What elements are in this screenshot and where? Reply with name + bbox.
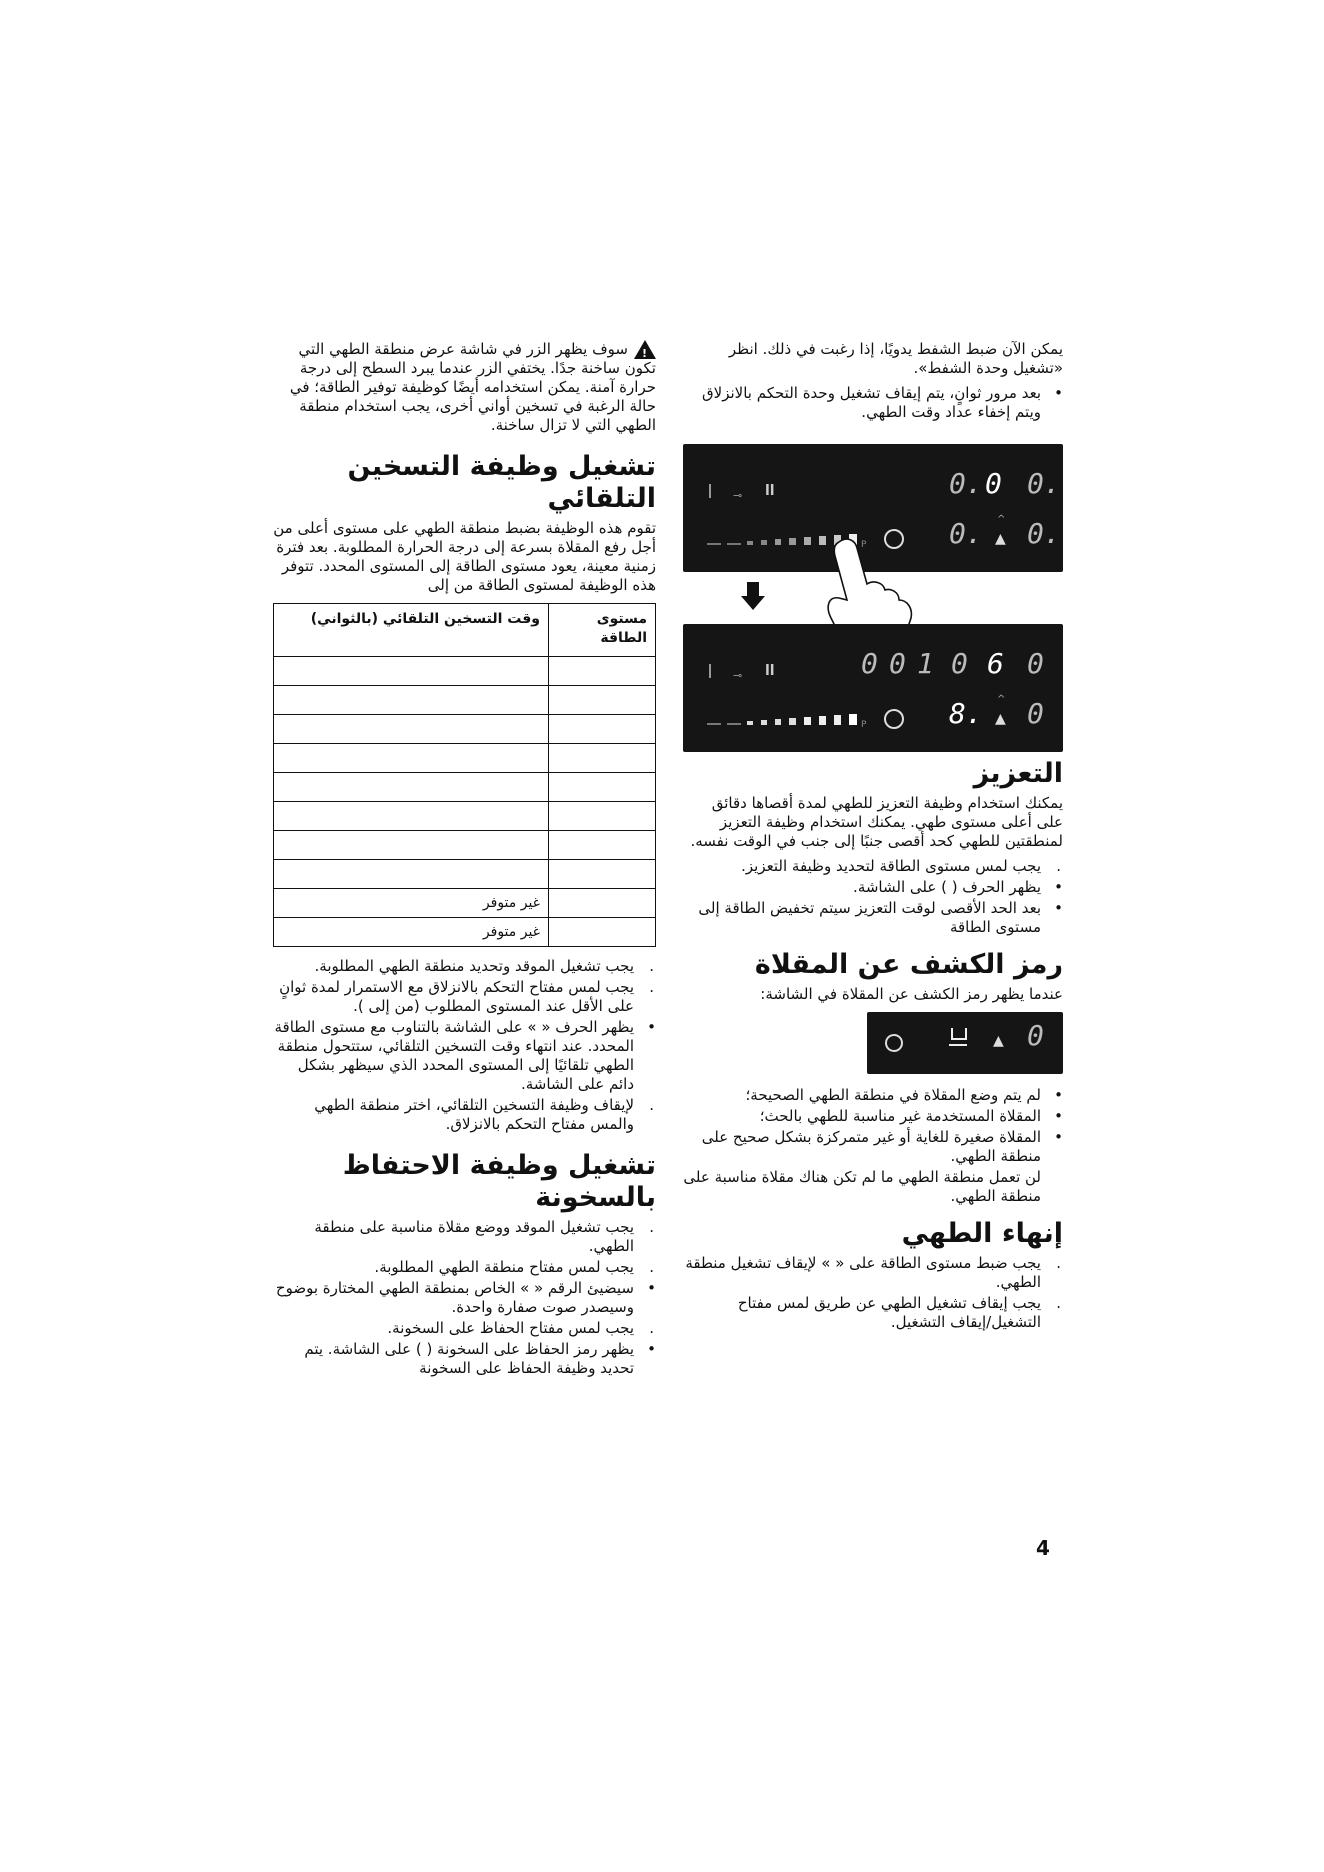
keep-warm-bullet-a (272, 1279, 656, 1317)
table-row: غير متوفر (274, 918, 656, 947)
on-off-button-icon[interactable] (884, 709, 904, 729)
table-header: مستوى الطاقة (549, 604, 656, 657)
table-row (274, 802, 656, 831)
list-item: . يجب لمس مفتاح التحكم بالانزلاق مع الاستمرار لمدة ثوانٍ على الأقل عند المستوى المطلوب (من إلى ). (272, 978, 634, 1016)
table-header-row (274, 604, 656, 657)
auto-heat-body: تقوم هذه الوظيفة بضبط منطقة الطهي على مستوى أعلى من أجل رفع المقلاة بسرعة إلى درجة الحرارة المطلوبة. بعد فترة زمنية معينة، يعود مستوى الطاقة إلى المستوى المحدد. تتوفر هذه الوظيفة لمستوى الطاقة من إلى (273, 519, 656, 594)
table-row (274, 715, 656, 744)
list-item: . يجب لمس مستوى الطاقة لتحديد وظيفة التعزيز. (683, 857, 1041, 876)
end-steps (683, 1254, 1063, 1332)
pan-body: عندما يظهر رمز الكشف عن المقلاة في الشاشة: (760, 985, 1063, 1003)
heat-indicator-icon: ▲ (995, 531, 1006, 547)
power-icon (709, 664, 711, 678)
page-number: 4 (1036, 1536, 1050, 1560)
list-item: . لإيقاف وظيفة التسخين التلقائي، اختر منطقة الطهي والمس مفتاح التحكم بالانزلاق. (272, 1096, 634, 1134)
list-item: • المقلاة المستخدمة غير مناسبة للطهي بالحث؛ (683, 1107, 1041, 1126)
auto-heat-table (273, 603, 656, 947)
display-digit: 0. (949, 467, 983, 500)
list-item: . يجب ضبط مستوى الطاقة على « » لإيقاف تشغيل منطقة الطهي. (683, 1254, 1041, 1292)
right-intro-bullets (683, 384, 1063, 422)
list-item: • يظهر الحرف « » على الشاشة بالتناوب مع مستوى الطاقة المحدد. عند انتهاء وقت التسخين التلقائي، ستتحول منطقة الطهي تلقائيًا إلى المستوى المحدد الذي سيظهر بشكل دائم على الشاشة. (272, 1018, 634, 1094)
section-title-boost: التعزيز (973, 758, 1063, 789)
heat-indicator-icon: ▲ (995, 711, 1006, 727)
keep-warm-bullet-b (272, 1340, 656, 1378)
right-column (683, 340, 1063, 1334)
display-digit: 0 (1027, 1019, 1044, 1052)
display-digit: 0 (1027, 647, 1044, 680)
pause-icon: ll (765, 663, 775, 679)
warning-icon (634, 340, 656, 359)
display-digit: 0. (1027, 467, 1061, 500)
left-column (272, 340, 656, 1380)
slider-control[interactable]: P (707, 714, 867, 726)
boost-body: يمكنك استخدام وظيفة التعزيز للطهي لمدة أقصاها دقائق على أعلى مستوى طهي. يمكنك استخدام وظيفة التعزيز لمنطقتين للطهي كحد أقصى جنبًا إلى جنب في الوقت نفسه. (690, 794, 1063, 850)
table-row (274, 860, 656, 889)
table-row (274, 657, 656, 686)
lock-icon: ⊸ (733, 489, 743, 502)
control-panel-display-1 (683, 444, 1063, 572)
on-off-button-icon (885, 1034, 903, 1052)
list-item: • لم يتم وضع المقلاة في منطقة الطهي الصحيحة؛ (683, 1086, 1041, 1105)
table-header: وقت التسخين التلقائي (بالثواني) (274, 604, 549, 657)
display-digit: 0. (1027, 517, 1061, 550)
table-row (274, 744, 656, 773)
hot-warning: !سوف يظهر الزر في شاشة عرض منطقة الطهي التي تكون ساخنة جدًا. يختفي الزر عندما يبرد السطح إلى درجة حرارة آمنة. يمكن استخدامه أيضًا كوظيفة توفير الطاقة؛ في حالة الرغبة في تسخين أواني أخرى، يجب استخدام منطقة الطهي التي لا تزال ساخنة. (272, 340, 656, 435)
down-arrow-icon (683, 572, 1063, 616)
boost-steps (683, 857, 1063, 876)
timer-digit: 0 (889, 647, 906, 680)
lock-icon: ⊸ (733, 669, 743, 682)
table-row: غير متوفر (274, 889, 656, 918)
list-item: . يجب لمس مفتاح الحفاظ على السخونة. (272, 1319, 634, 1338)
boost-bullets (683, 878, 1063, 937)
section-title-auto-heat: تشغيل وظيفة التسخين التلقائي (347, 451, 656, 514)
section-title-keep-warm: تشغيل وظيفة الاحتفاظ بالسخونة (342, 1150, 656, 1213)
list-item: • يظهر الحرف ( ) على الشاشة. (683, 878, 1041, 897)
list-item: • سيضيئ الرقم « » الخاص بمنطقة الطهي المختارة بوضوح وسيصدر صوت صفارة واحدة. (272, 1279, 634, 1317)
pan-bullets (683, 1086, 1063, 1166)
pan-note: لن تعمل منطقة الطهي ما لم تكن هناك مقلاة مناسبة على منطقة الطهي. (683, 1168, 1041, 1205)
power-icon (709, 484, 711, 498)
list-item: • المقلاة صغيرة للغاية أو غير متمركزة بشكل صحيح على منطقة الطهي. (683, 1128, 1041, 1166)
auto-heat-step-2 (272, 1096, 656, 1134)
auto-heat-bullet (272, 1018, 656, 1094)
display-digit: 6 (987, 647, 1004, 680)
heat-indicator-icon: ▲ (993, 1033, 1004, 1049)
table-row (274, 831, 656, 860)
timer-digit: 1 (917, 647, 934, 680)
section-title-pan-detection: رمز الكشف عن المقلاة (754, 949, 1063, 980)
control-panel-display-2 (683, 624, 1063, 752)
display-digit: 8. (949, 697, 983, 730)
keep-warm-steps-b (272, 1319, 656, 1338)
boost-indicator-icon: ^ (997, 694, 1006, 705)
display-digit: 0 (985, 467, 1002, 500)
section-title-end-cooking: إنهاء الطهي (901, 1218, 1063, 1249)
table-row (274, 686, 656, 715)
pan-detection-display (867, 1012, 1063, 1074)
auto-heat-step-1 (272, 957, 656, 1016)
table-row (274, 773, 656, 802)
list-item: . يجب لمس مفتاح منطقة الطهي المطلوبة. (272, 1258, 634, 1277)
display-digit: 0 (1027, 697, 1044, 730)
boost-indicator-icon: ^ (997, 514, 1006, 525)
list-item: . يجب تشغيل الموقد وتحديد منطقة الطهي المطلوبة. (272, 957, 634, 976)
list-item: • يظهر رمز الحفاظ على السخونة ( ) على الشاشة. يتم تحديد وظيفة الحفاظ على السخونة (272, 1340, 634, 1378)
pause-icon: ll (765, 483, 775, 499)
list-item: • بعد الحد الأقصى لوقت التعزيز سيتم تخفيض الطاقة إلى مستوى الطاقة (683, 899, 1041, 937)
display-digit: 0 (951, 647, 968, 680)
slider-control[interactable]: P (707, 534, 867, 546)
list-item: • بعد مرور ثوانٍ، يتم إيقاف تشغيل وحدة التحكم بالانزلاق ويتم إخفاء عداد وقت الطهي. (683, 384, 1041, 422)
list-item: . يجب تشغيل الموقد ووضع مقلاة مناسبة على منطقة الطهي. (272, 1218, 634, 1256)
keep-warm-steps-a (272, 1218, 656, 1277)
right-intro: يمكن الآن ضبط الشفط يدويًا، إذا رغبت في ذلك. انظر «تشغيل وحدة الشفط». (728, 340, 1063, 377)
display-digit: 0. (949, 517, 983, 550)
pan-detection-icon (951, 1028, 967, 1040)
timer-digit: 0 (861, 647, 878, 680)
list-item: . يجب إيقاف تشغيل الطهي عن طريق لمس مفتاح التشغيل/إيقاف التشغيل. (683, 1294, 1041, 1332)
pan-detection-underline (949, 1044, 967, 1046)
